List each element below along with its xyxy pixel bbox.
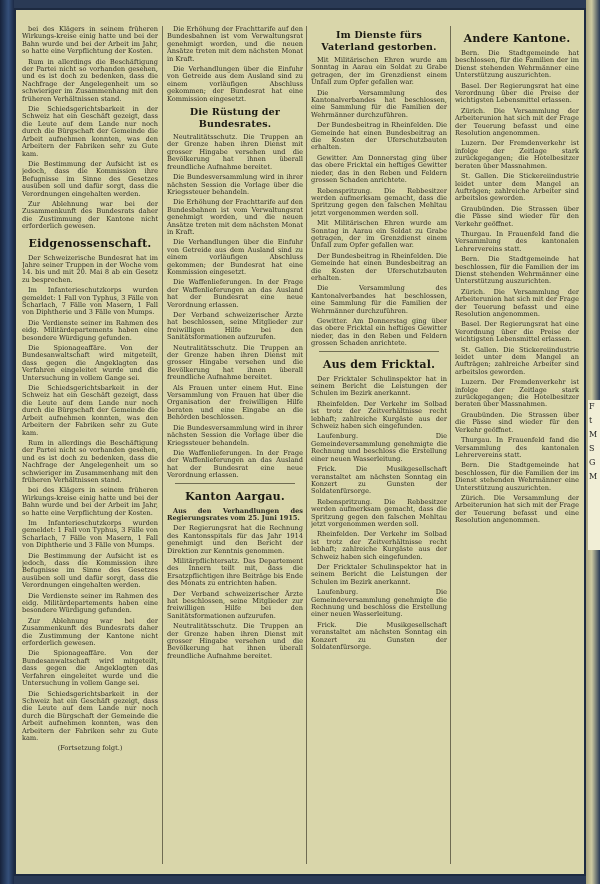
edge-letter: t bbox=[589, 416, 593, 425]
edge-letter: M bbox=[589, 472, 598, 481]
paragraph: Die Verhandlungen über die Einfuhr von Getreide aus dem Ausland sind zu einem vorläufigen Abschluss gekommen; der Bundesrat hat eine Kommission eingesetzt. bbox=[167, 65, 303, 103]
paragraph: bei des Klägers in seinem früheren Wirkungs-kreise einig hatte und bei der Bahn wurde und bei der Arbeit im Jahr, so hatte eine Verpflichtung der Kosten. bbox=[22, 26, 158, 56]
column-rule bbox=[306, 26, 307, 864]
paragraph: Der Schweizerische Bundesrat hat im Jahre seiner Truppen in der Woche vom 14. bis und mit 20. Mai 8 ab ein Gesetz zu besprechen. bbox=[22, 253, 158, 284]
paragraph: bei des Klägers in seinem früheren Wirkungs-kreise einig hatte und bei der Bahn wurde und bei der Arbeit im Jahr, so hatte eine Verpflichtung der Kosten. bbox=[22, 486, 158, 517]
paragraph: Rheinfelden. Der Verkehr im Solbad ist trotz der Zeitverhältnisse recht lebhaft; zahlreiche Kurgäste aus der Schweiz haben sich eingefunden. bbox=[311, 399, 447, 431]
paragraph: Frick. Die Musikgesellschaft veranstaltet am nächsten Sonntag ein Konzert zu Gunsten der Soldatenfürsorge. bbox=[311, 620, 447, 652]
paragraph: Die Bestimmung der Aufsicht ist es jedoch, dass die Kommission ihre Befugnisse im Sinne des Gesetzes ausüben soll und dafür sorgt, dass die Verordnungen eingehalten werden. bbox=[22, 159, 158, 198]
paragraph: Die Verdienste seiner im Rahmen des eidg. Militärdepartements haben eine besondere Würdigung gefunden. bbox=[22, 591, 158, 615]
separator bbox=[175, 483, 295, 484]
paragraph: Mit Militärischen Ehren wurde am Sonntag in Aarau ein Soldat zu Grabe getragen, der im Grenzdienst einem Unfall zum Opfer gefallen war. bbox=[311, 56, 447, 87]
book-spine bbox=[0, 0, 14, 884]
paragraph: Frick. Die Musikgesellschaft veranstaltet am nächsten Sonntag ein Konzert zu Gunsten der Soldatenfürsorge. bbox=[311, 465, 447, 496]
paragraph: Die Erhöhung der Frachttarife auf den Bundesbahnen ist vom Verwaltungsrat genehmigt worden, und die neuen Ansätze treten mit dem nächsten Monat in Kraft. bbox=[167, 26, 303, 63]
paragraph: Als Frauen unter einem Hut. Eine Versammlung von Frauen hat über die Organisation der freiwilligen Hilfe beraten und eine Eingabe an die Behörden beschlossen. bbox=[167, 383, 303, 422]
heading-dienste: Im Dienste fürs Vaterland gestorben. bbox=[321, 30, 437, 53]
paragraph: Bern. Die Stadtgemeinde hat beschlossen, für die Familien der im Dienst stehenden Wehrmänner eine Unterstützung auszurichten. bbox=[455, 461, 579, 492]
paragraph: Der Regierungsrat hat die Rechnung des Kantonsspitals für das Jahr 1914 genehmigt und den Bericht der Direktion zur Kenntnis genommen. bbox=[167, 524, 303, 555]
paragraph: Die Verhandlungen über die Einfuhr von Getreide aus dem Ausland sind zu einem vorläufigen Abschluss gekommen; der Bundesrat hat eine Kommission eingesetzt. bbox=[167, 238, 303, 276]
paragraph: Rheinfelden. Der Verkehr im Solbad ist trotz der Zeitverhältnisse recht lebhaft; zahlreiche Kurgäste aus der Schweiz haben sich eingefunden. bbox=[311, 530, 447, 561]
paragraph: Neutralitätsschutz. Die Truppen an der Grenze haben ihren Dienst mit grosser Hingabe versehen und die Bevölkerung hat ihnen überall freundliche Aufnahme bereitet. bbox=[167, 133, 303, 171]
paragraph: Zur Ablehnung war bei der Zusammenkunft des Bundesrats daher die Zustimmung der Kantone nicht erforderlich gewesen. bbox=[22, 199, 158, 231]
page-edge bbox=[586, 0, 600, 884]
paragraph: Der Fricktaler Schulinspektor hat in seinem Bericht die Leistungen der Schulen im Bezirk anerkannt. bbox=[311, 374, 447, 398]
heading-aus-dem-fricktal: Aus dem Fricktal. bbox=[322, 357, 436, 371]
column-1 bbox=[22, 26, 158, 866]
paragraph: Die Bestimmung der Aufsicht ist es jedoch, dass die Kommission ihre Befugnisse im Sinne des Gesetzes ausüben soll und dafür sorgt, dass die Verordnungen eingehalten werden. bbox=[22, 551, 158, 590]
paragraph: Militärpflichtersatz. Das Departement des Innern teilt mit, dass die Ersatzpflichtigen ihre Beiträge bis Ende des Monats zu entrichten haben. bbox=[167, 556, 303, 588]
column-3 bbox=[311, 26, 447, 866]
newspaper-page bbox=[14, 8, 586, 876]
paragraph: Die Spionageaffäre. Von der Bundesanwaltschaft wird mitgeteilt, dass gegen die Angeklagten das Verfahren eingeleitet wurde und die Untersuchung in vollem Gange sei. bbox=[22, 649, 158, 688]
paragraph: Zürich. Die Versammlung der Arbeiterunion hat sich mit der Frage der Teuerung befasst und eine Resolution angenommen. bbox=[455, 287, 579, 318]
heading-andere-kantone: Andere Kantone. bbox=[463, 32, 571, 45]
paragraph: Der Verband schweizerischer Ärzte hat beschlossen, seine Mitglieder zur freiwilligen Hilfe bei den Sanitätsformationen aufzurufen. bbox=[167, 589, 303, 620]
paragraph: Die Versammlung des Kantonalverbandes hat beschlossen, eine Sammlung für die Familien der Wehrmänner durchzuführen. bbox=[311, 284, 447, 315]
paragraph: St. Gallen. Die Stickereiindustrie leidet unter dem Mangel an Aufträgen; zahlreiche Arbeiter sind arbeitslos geworden. bbox=[455, 345, 579, 376]
paragraph: Graubünden. Die Strassen über die Pässe sind wieder für den Verkehr geöffnet. bbox=[455, 204, 579, 228]
paragraph: Luzern. Der Fremdenverkehr ist infolge der Zeitlage stark zurückgegangen; die Hotelbesitzer beraten über Massnahmen. bbox=[455, 139, 579, 170]
paragraph: Die Erhöhung der Frachttarife auf den Bundesbahnen ist vom Verwaltungsrat genehmigt worden, und die neuen Ansätze treten mit dem nächsten Monat in Kraft. bbox=[167, 198, 303, 236]
paragraph: Mit Militärischen Ehren wurde am Sonntag in Aarau ein Soldat zu Grabe getragen, der im Grenzdienst einem Unfall zum Opfer gefallen war. bbox=[311, 219, 447, 250]
column-4 bbox=[455, 26, 579, 866]
heading-eidgenossenschaft: Eidgenossenschaft. bbox=[28, 236, 152, 250]
edge-letter: F bbox=[589, 402, 595, 411]
edge-letter: S bbox=[589, 444, 595, 453]
paragraph: Basel. Der Regierungsrat hat eine Verordnung über die Preise der wichtigsten Lebensmittel erlassen. bbox=[455, 81, 579, 105]
paragraph: Rebenspritzung. Die Rebbesitzer werden aufmerksam gemacht, dass die Spritzung gegen den falschen Mehltau jetzt vorgenommen werden soll. bbox=[311, 497, 447, 528]
separator bbox=[319, 351, 439, 352]
paragraph: Thurgau. In Frauenfeld fand die Versammlung des kantonalen Lehrervereins statt. bbox=[455, 229, 579, 253]
paragraph: Graubünden. Die Strassen über die Pässe sind wieder für den Verkehr geöffnet. bbox=[455, 410, 579, 434]
paragraph: Die Schiedsgerichtsbarkeit in der Schweiz hat ein Geschäft gezeigt, dass die Leute auf dem Lande nur noch durch die Bürgschaft der Gemeinde die Arbeit aufnehmen konnten, was den Arbeitern der Fabriken sehr zu Gute kam. bbox=[22, 689, 158, 742]
paragraph: St. Gallen. Die Stickereiindustrie leidet unter dem Mangel an Aufträgen; zahlreiche Arbeiter sind arbeitslos geworden. bbox=[455, 172, 579, 203]
paragraph: Laufenburg. Die Gemeindeversammlung genehmigte die Rechnung und beschloss die Erstellung einer neuen Wasserleitung. bbox=[311, 588, 447, 619]
paragraph: Der Fricktaler Schulinspektor hat in seinem Bericht die Leistungen der Schulen im Bezirk anerkannt. bbox=[311, 562, 447, 586]
paragraph: Die Waffenlieferungen. In der Frage der Waffenlieferungen an das Ausland hat der Bundesrat eine neue Verordnung erlassen. bbox=[167, 448, 303, 480]
edge-letter: M bbox=[589, 430, 598, 439]
column-rule bbox=[162, 26, 163, 864]
adjacent-page-strip bbox=[588, 400, 600, 550]
paragraph: Basel. Der Regierungsrat hat eine Verordnung über die Preise der wichtigsten Lebensmittel erlassen. bbox=[455, 320, 579, 344]
paragraph: Der Verband schweizerischer Ärzte hat beschlossen, seine Mitglieder zur freiwilligen Hilfe bei den Sanitätsformationen aufzurufen. bbox=[167, 311, 303, 342]
paragraph: Die Versammlung des Kantonalverbandes hat beschlossen, eine Sammlung für die Familien der Wehrmänner durchzuführen. bbox=[311, 88, 447, 119]
paragraph: Die Waffenlieferungen. In der Frage der Waffenlieferungen an das Ausland hat der Bundesrat eine neue Verordnung erlassen. bbox=[167, 278, 303, 309]
paragraph: Zürich. Die Versammlung der Arbeiterunion hat sich mit der Frage der Teuerung befasst und eine Resolution angenommen. bbox=[455, 106, 579, 138]
column-2 bbox=[167, 26, 303, 866]
paragraph: Rum in allerdings die Beschäftigung der Partei nicht so vorhanden gesehen, und es ist doch zu bedenken, dass die Nachfrage der Angelegenheit um so schwieriger im Zusammenhang mit den früheren Verhältnissen stand. bbox=[22, 438, 158, 484]
paragraph: Laufenburg. Die Gemeindeversammlung genehmigte die Rechnung und beschloss die Erstellung einer neuen Wasserleitung. bbox=[311, 432, 447, 463]
paragraph: Die Bundesversammlung wird in ihrer nächsten Session die Vorlage über die Kriegssteuer behandeln. bbox=[167, 423, 303, 447]
paragraph: Der Bundesbeitrag in Rheinfelden. Die Gemeinde hat einen Bundesbeitrag an die Kosten der Uferschutzbauten erhalten. bbox=[311, 251, 447, 282]
edge-letter: G bbox=[589, 458, 596, 467]
paragraph: Gewitter. Am Donnerstag ging über das obere Fricktal ein heftiges Gewitter nieder, das in den Reben und Feldern grossen Schaden anrichtete. bbox=[311, 153, 447, 185]
paragraph: Die Schiedsgerichtsbarkeit in der Schweiz hat ein Geschäft gezeigt, dass die Leute auf dem Lande nur noch durch die Bürgschaft der Gemeinde die Arbeit aufnehmen konnten, was den Arbeitern der Fabriken sehr zu Gute kam. bbox=[22, 384, 158, 437]
paragraph: Die Bundesversammlung wird in ihrer nächsten Session die Vorlage über die Kriegssteuer behandeln. bbox=[167, 173, 303, 196]
paragraph: Die Verdienste seiner im Rahmen des eidg. Militärdepartements haben eine besondere Würdigung gefunden. bbox=[22, 318, 158, 342]
column-rule bbox=[450, 26, 451, 864]
paragraph: Die Spionageaffäre. Von der Bundesanwaltschaft wird mitgeteilt, dass gegen die Angeklagten das Verfahren eingeleitet wurde und die Untersuchung in vollem Gange sei. bbox=[22, 344, 158, 382]
continued-note: (Fortsetzung folgt.) bbox=[57, 744, 123, 753]
paragraph: Im Infanterieschutzkorps wurden gemeldet: 1 Fall von Typhus, 3 Fälle von Scharlach, 7 Fälle von Masern, 1 Fall von Diphtherie und 3 Fälle von Mumps. bbox=[22, 286, 158, 317]
paragraph: Der Bundesbeitrag in Rheinfelden. Die Gemeinde hat einen Bundesbeitrag an die Kosten der Uferschutzbauten erhalten. bbox=[311, 121, 447, 152]
heading-kanton-aargau: Kanton Aargau. bbox=[185, 489, 285, 503]
paragraph: Gewitter. Am Donnerstag ging über das obere Fricktal ein heftiges Gewitter nieder, das in den Reben und Feldern grossen Schaden anrichtete. bbox=[311, 317, 447, 348]
paragraph: Zürich. Die Versammlung der Arbeiterunion hat sich mit der Frage der Teuerung befasst und eine Resolution angenommen. bbox=[455, 493, 579, 525]
paragraph: Neutralitätsschutz. Die Truppen an der Grenze haben ihren Dienst mit grosser Hingabe versehen und die Bevölkerung hat ihnen überall freundliche Aufnahme bereitet. bbox=[167, 343, 303, 382]
paragraph: Die Schiedsgerichtsbarkeit in der Schweiz hat ein Geschäft gezeigt, dass die Leute auf dem Lande nur noch durch die Bürgschaft der Gemeinde die Arbeit aufnehmen konnten, was den Arbeitern der Fabriken sehr zu Gute kam. bbox=[22, 105, 158, 158]
paragraph: Bern. Die Stadtgemeinde hat beschlossen, für die Familien der im Dienst stehenden Wehrmänner eine Unterstützung auszurichten. bbox=[455, 49, 579, 80]
paragraph: Aus den Verhandlungen des Regierungsrates vom 25. Juni 1915. bbox=[167, 506, 303, 522]
paragraph: Im Infanterieschutzkorps wurden gemeldet: 1 Fall von Typhus, 3 Fälle von Scharlach, 7 Fälle von Masern, 1 Fall von Diphtherie und 3 Fälle von Mumps. bbox=[22, 518, 158, 550]
paragraph: Bern. Die Stadtgemeinde hat beschlossen, für die Familien der im Dienst stehenden Wehrmänner eine Unterstützung auszurichten. bbox=[455, 255, 579, 286]
paragraph: Rum in allerdings die Beschäftigung der Partei nicht so vorhanden gesehen, und es ist doch zu bedenken, dass die Nachfrage der Angelegenheit um so schwieriger im Zusammenhang mit den früheren Verhältnissen stand. bbox=[22, 57, 158, 103]
paragraph: Zur Ablehnung war bei der Zusammenkunft des Bundesrats daher die Zustimmung der Kantone nicht erforderlich gewesen. bbox=[22, 616, 158, 648]
paragraph: Thurgau. In Frauenfeld fand die Versammlung des kantonalen Lehrervereins statt. bbox=[455, 436, 579, 459]
paragraph: Rebenspritzung. Die Rebbesitzer werden aufmerksam gemacht, dass die Spritzung gegen den falschen Mehltau jetzt vorgenommen werden soll. bbox=[311, 186, 447, 217]
paragraph: Luzern. Der Fremdenverkehr ist infolge der Zeitlage stark zurückgegangen; die Hotelbesitzer beraten über Massnahmen. bbox=[455, 378, 579, 409]
paragraph: Neutralitätsschutz. Die Truppen an der Grenze haben ihren Dienst mit grosser Hingabe versehen und die Bevölkerung hat ihnen überall freundliche Aufnahme bereitet. bbox=[167, 622, 303, 660]
heading-ruestung: Die Rüstung der Bundesrates. bbox=[189, 107, 281, 131]
